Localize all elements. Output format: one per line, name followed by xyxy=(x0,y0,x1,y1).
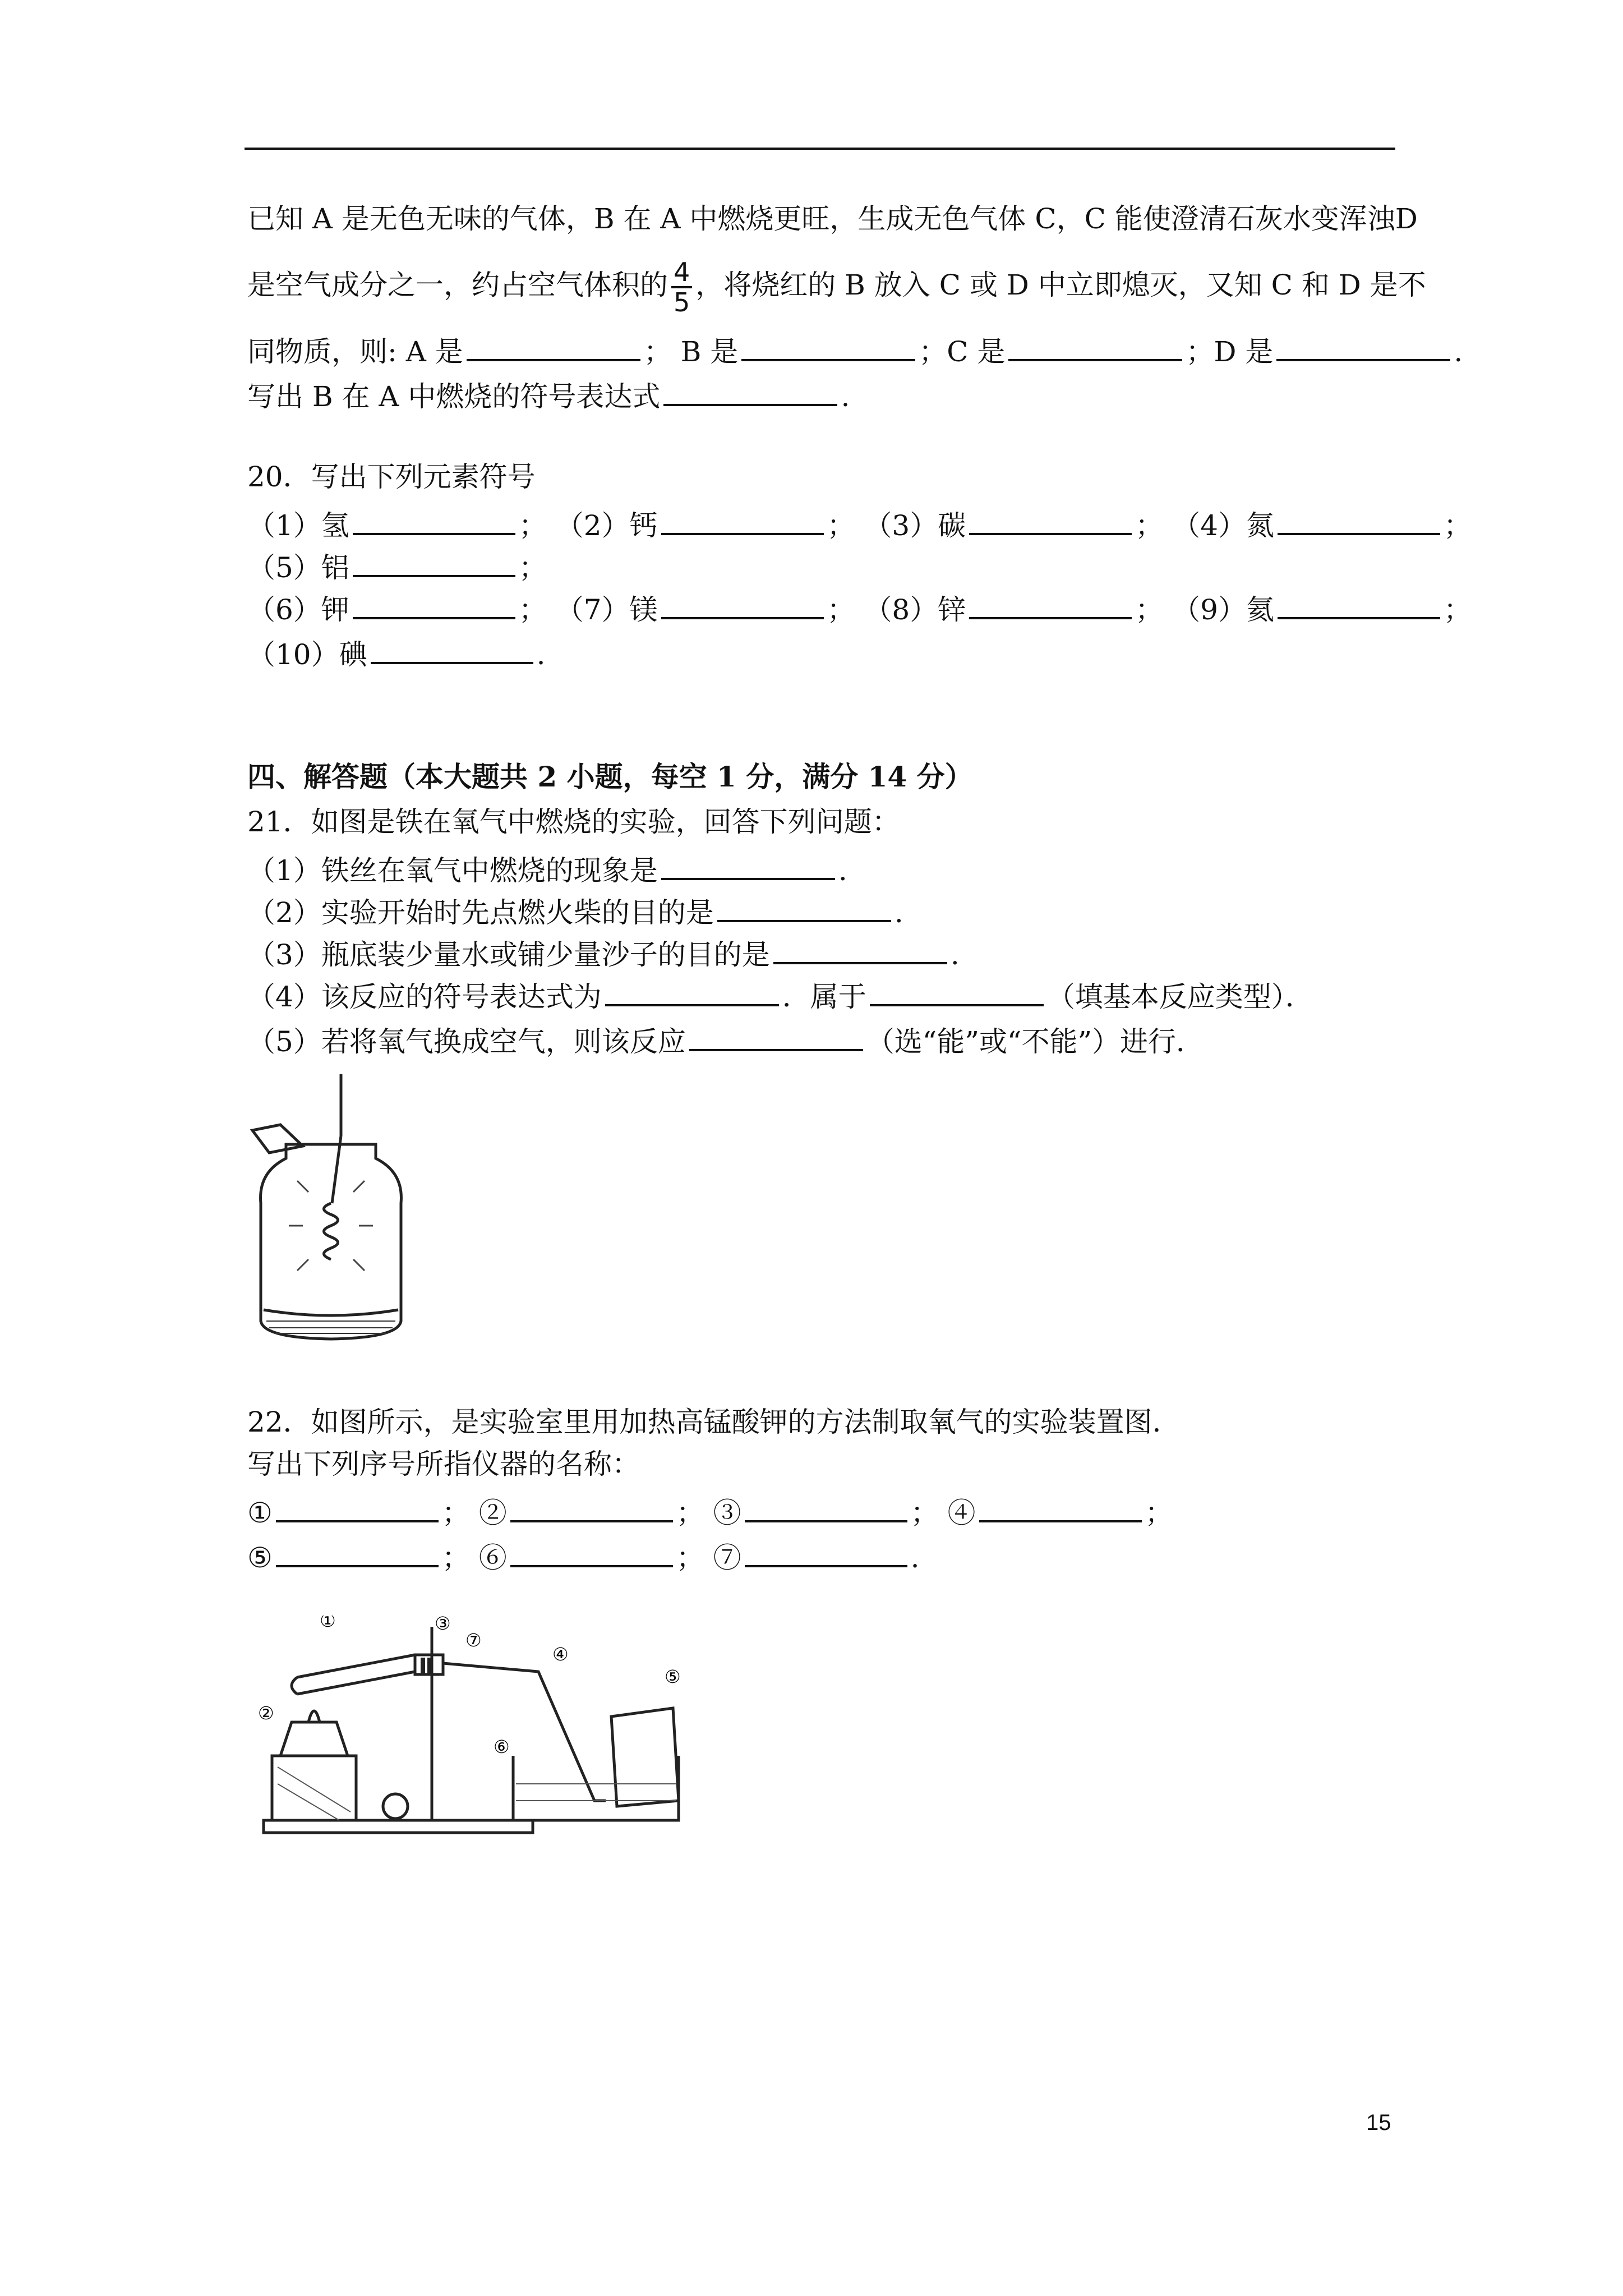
header-rule xyxy=(245,148,1395,150)
oxygen-apparatus-figure xyxy=(247,1616,707,1842)
label-1: ① xyxy=(320,1616,336,1631)
gas-jar-drawing xyxy=(247,1074,415,1349)
answer-blank-21-1[interactable] xyxy=(661,850,835,880)
q19-line4: 写出 B 在 A 中燃烧的符号表达式 . xyxy=(247,376,850,413)
answer-blank-h[interactable] xyxy=(353,505,515,535)
answer-blank-22-3[interactable] xyxy=(745,1492,907,1522)
answer-blank-C[interactable] xyxy=(1008,331,1182,361)
lamp-flame xyxy=(308,1711,320,1722)
q21-p2: （2）实验开始时先点燃火柴的目的是 . xyxy=(247,892,903,930)
q19-line2: 是空气成分之一，约占空气体积的 $\frac{4}{5}$ ，将烧红的 B 放入 C 或 D 中立即熄灭，又知 C 和 D 是不 xyxy=(247,257,1426,318)
stand-base xyxy=(264,1820,533,1833)
delivery-tube xyxy=(443,1663,606,1801)
answer-blank-ca[interactable] xyxy=(661,505,824,535)
clamp-screw xyxy=(383,1794,408,1819)
q21-p5: （5）若将氧气换成空气，则该反应 （选“能”或“不能”）进行． xyxy=(247,1021,1204,1059)
alcohol-lamp xyxy=(280,1722,348,1756)
answer-blank-he[interactable] xyxy=(1278,589,1440,619)
answer-blank-mg[interactable] xyxy=(661,589,824,619)
q21-p1: （1）铁丝在氧气中燃烧的现象是 . xyxy=(247,850,847,887)
answer-blank-22-7[interactable] xyxy=(745,1537,907,1567)
answer-blank-22-6[interactable] xyxy=(510,1537,673,1567)
answer-blank-al[interactable] xyxy=(353,547,515,577)
q19-line3: 同物质，则: A 是 ； B 是 ；C 是 ；D 是 . xyxy=(247,331,1463,369)
q20-row1: （1）氢 ； （2）钙 ； （3）碳 ； （4）氮 ； xyxy=(247,505,1472,542)
q21-p4: （4）该反应的符号表达式为 ．属于 （填基本反应类型）． xyxy=(247,976,1313,1014)
answer-blank-A[interactable] xyxy=(467,331,640,361)
answer-blank-n[interactable] xyxy=(1278,505,1440,535)
label-2: ② xyxy=(258,1703,274,1724)
answer-blank-equation[interactable] xyxy=(663,376,837,406)
answer-blank-B[interactable] xyxy=(741,331,915,361)
iron-combustion-figure xyxy=(247,1074,415,1351)
q22-sub: 写出下列序号所指仪器的名称： xyxy=(247,1448,640,1480)
answer-blank-22-4[interactable] xyxy=(979,1492,1142,1522)
label-5: ⑤ xyxy=(665,1666,681,1687)
q20-row3: （6）钾 ； （7）镁 ； （8）锌 ； （9）氦 ； xyxy=(247,589,1472,627)
answer-blank-k[interactable] xyxy=(353,589,515,619)
q21-p3: （3）瓶底装少量水或铺少量沙子的目的是 . xyxy=(247,934,960,972)
clamp-jaw xyxy=(421,1658,425,1674)
q19-line1: 已知 A 是无色无味的气体，B 在 A 中燃烧更旺，生成无色气体 C，C 能使澄清石灰水变浑浊D xyxy=(247,203,1418,235)
collecting-bottle xyxy=(611,1708,679,1806)
gas-jar xyxy=(261,1144,402,1339)
q22-row1: ① ； ② ； ③ ； ④ ； xyxy=(247,1492,1173,1530)
q22-title: 22．如图所示，是实验室里用加热高锰酸钾的方法制取氧气的实验装置图． xyxy=(247,1406,1181,1438)
label-6: ⑥ xyxy=(494,1736,510,1757)
answer-blank-22-1[interactable] xyxy=(276,1492,439,1522)
glass-plate xyxy=(252,1125,303,1153)
section-heading: 四、解答题（本大题共 2 小题，每空 1 分，满分 14 分） xyxy=(247,760,973,793)
answer-blank-22-2[interactable] xyxy=(510,1492,673,1522)
answer-blank-21-4b[interactable] xyxy=(870,976,1044,1006)
q21-title: 21．如图是铁在氧气中燃烧的实验，回答下列问题： xyxy=(247,806,900,838)
water-trough xyxy=(513,1756,679,1820)
q20-row4: （10）碘 . xyxy=(247,634,546,671)
answer-blank-i[interactable] xyxy=(371,634,533,664)
answer-blank-c[interactable] xyxy=(969,505,1132,535)
answer-blank-zn[interactable] xyxy=(969,589,1132,619)
iron-spiral xyxy=(324,1203,338,1259)
answer-blank-21-5[interactable] xyxy=(689,1021,863,1051)
answer-blank-21-4a[interactable] xyxy=(605,976,779,1006)
page-number: 15 xyxy=(1366,2110,1391,2135)
answer-blank-21-3[interactable] xyxy=(773,934,947,964)
label-3: ③ xyxy=(435,1616,451,1634)
apparatus-drawing xyxy=(247,1616,707,1840)
answer-blank-21-2[interactable] xyxy=(717,892,891,922)
answer-blank-22-5[interactable] xyxy=(276,1537,439,1567)
q20-title: 20．写出下列元素符号 xyxy=(247,461,536,493)
label-4: ④ xyxy=(552,1644,569,1665)
water-surface xyxy=(264,1310,398,1315)
q20-row2: （5）铝 ； xyxy=(247,547,547,585)
label-7: ⑦ xyxy=(465,1630,482,1651)
fraction-four-fifths: $\frac{4}{5}$ xyxy=(671,258,692,316)
answer-blank-D[interactable] xyxy=(1276,331,1450,361)
q22-row2: ⑤ ； ⑥ ； ⑦ . xyxy=(247,1537,920,1575)
